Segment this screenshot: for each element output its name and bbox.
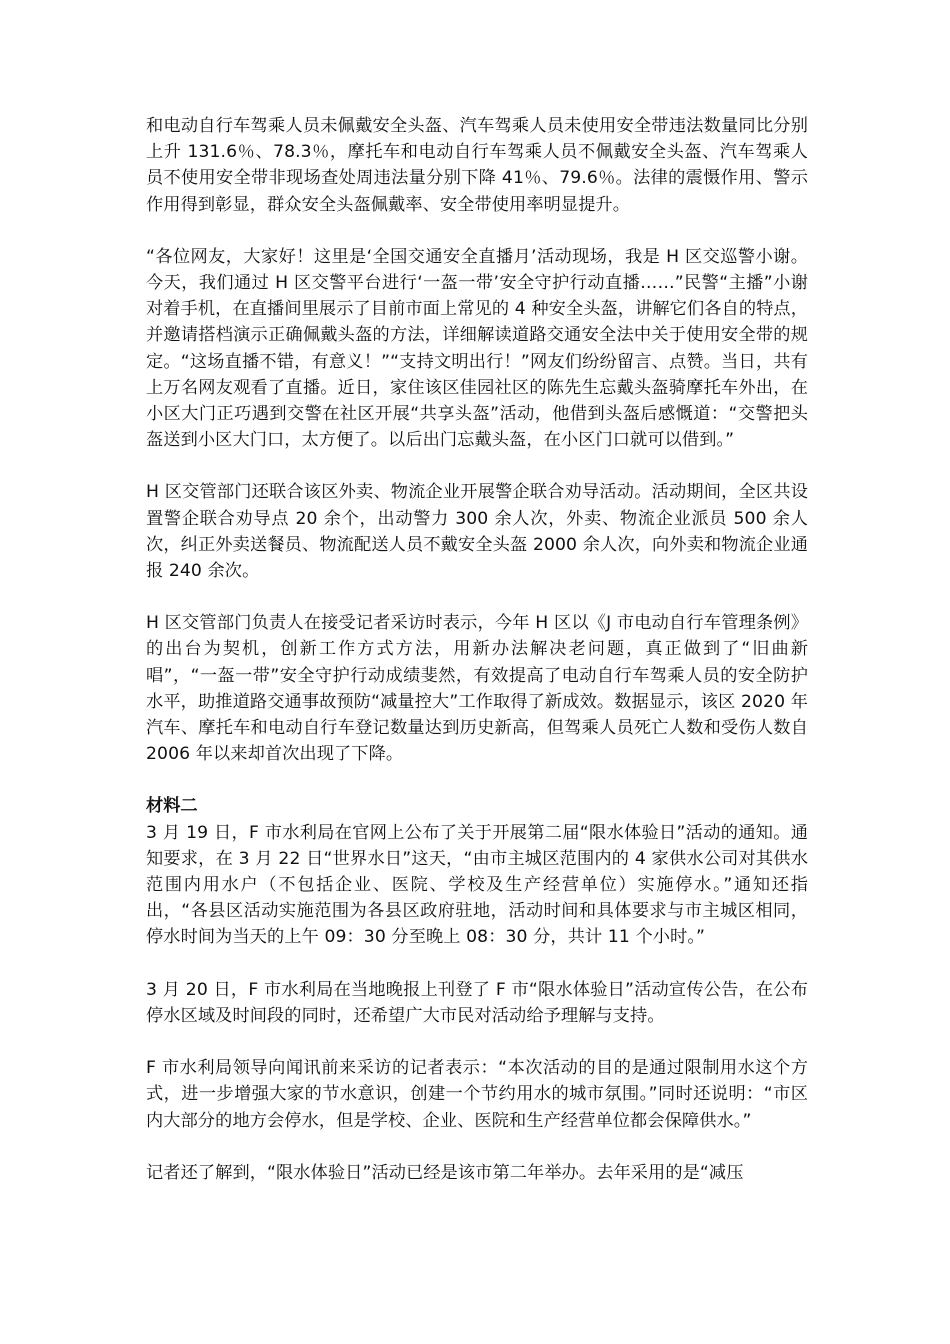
paragraph-official-interview: H 区交管部门负责人在接受记者采访时表示，今年 H 区以《J 市电动自行车管理条例》的出台为契机，创新工作方式方法，用新办法解决老问题，真正做到了“旧曲新唱”，“一盔一带”安全守护行动成绩斐然，有效提高了电动自行车驾乘人员的安全防护水平，助推道路交通事故预防“减量控大”工作取得了新成效。数据显示，该区 2020 年汽车、摩托车和电动自行车登记数量达到历史新高，但驾乘人员死亡人数和受伤人数自 2006 年以来却首次出现了下降。 [146, 613, 808, 765]
section-heading: 材料二 [146, 796, 198, 817]
paragraph-spacer [146, 1029, 808, 1055]
paragraph-water-interview: F 市水利局领导向闻讯前来采访的记者表示：“本次活动的目的是通过限制用水这个方式，进一步增强大家的节水意识，创建一个节约用水的城市氛围。”同时还说明：“市区内大部分的地方会停水，但是学校、企业、医院和生产经营单位都会保障供水。” [146, 1058, 808, 1131]
document-page [146, 113, 808, 1186]
paragraph-water-notice: 3 月 19 日，F 市水利局在官网上公布了关于开展第二届“限水体验日”活动的通知。通知要求，在 3 月 22 日“世界水日”这天，“由市主城区范围内的 4 家供水公司对其供水范围内用水户（不包括企业、医院、学校及生产经营单位）实施停水。”通知还指出，“各县区活动实施范围为各县区政府驻地，活动时间和具体要求与市主城区相同，停水时间为当天的上午 09：30 分至晚上 08：30 分，共计 11 个小时。” [146, 822, 808, 948]
paragraph-water-announcement: 3 月 20 日，F 市水利局在当地晚报上刊登了 F 市“限水体验日”活动宣传公告，在公布停水区域及时间段的同时，还希望广大市民对活动给予理解与支持。 [146, 979, 808, 1026]
paragraph-spacer [146, 1134, 808, 1160]
paragraph-spacer [146, 951, 808, 977]
paragraph-spacer [146, 767, 808, 793]
paragraph-joint-persuasion: H 区交管部门还联合该区外卖、物流企业开展警企联合劝导活动。活动期间，全区共设置警企联合劝导点 20 余个，出动警力 300 余人次，外卖、物流企业派员 500 余人次，纠正外卖送餐员、物流配送人员不戴安全头盔 2000 余人次，向外卖和物流企业通报 240 余次。 [146, 482, 808, 582]
paragraph-spacer [146, 584, 808, 610]
paragraph-spacer [146, 453, 808, 479]
paragraph-spacer [146, 218, 808, 244]
paragraph-livestream: “各位网友，大家好！这里是‘全国交通安全直播月’活动现场，我是 H 区交巡警小谢。今天，我们通过 H 区交警平台进行‘一盔一带’安全守护行动直播……”民警“主播”小谢对着手机，在直播间里展示了目前市面上常见的 4 种安全头盔，讲解它们各自的特点，并邀请搭档演示正确佩戴头盔的方法，详细解读道路交通安全法中关于使用安全带的规定。“这场直播不错，有意义！”“支持文明出行！”网友们纷纷留言、点赞。当日，共有上万名网友观看了直播。近日，家住该区佳园社区的陈先生忘戴头盔骑摩托车外出，在小区大门正巧遇到交警在社区开展“共享头盔”活动，他借到头盔后感慨道：“交警把头盔送到小区大门口，太方便了。以后出门忘戴头盔，在小区门口就可以借到。” [146, 246, 808, 451]
paragraph-traffic-statistics: 和电动自行车驾乘人员未佩戴安全头盔、汽车驾乘人员未使用安全带违法数量同比分别上升 131.6％、78.3％，摩托车和电动自行车驾乘人员不佩戴安全头盔、汽车驾乘人员不使用安全带非现场查处周违法量分别下降 41％、79.6％。法律的震慑作用、警示作用得到彰显，群众安全头盔佩戴率、安全带使用率明显提升。 [146, 116, 808, 215]
paragraph-water-history: 记者还了解到，“限水体验日”活动已经是该市第二年举办。去年采用的是“减压 [146, 1162, 744, 1183]
